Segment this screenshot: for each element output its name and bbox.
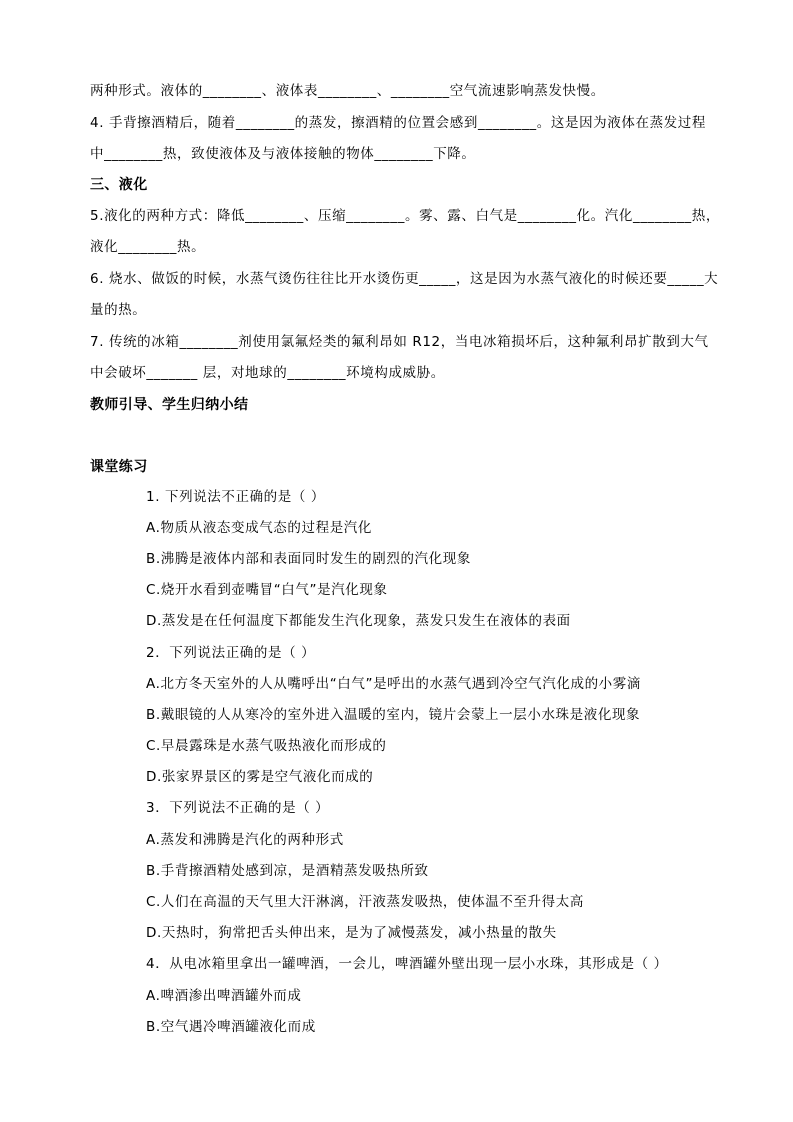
practice-question-3-option-d: D.天热时，狗常把舌头伸出来，是为了减慢蒸发，减小热量的散失 [146, 925, 557, 941]
question-6-line-1: 6. 烧水、做饭的时候，水蒸气烫伤往往比开水烫伤更_____，这是因为水蒸气液化的时候还要_____大 [90, 271, 719, 287]
practice-heading: 课堂练习 [90, 459, 148, 475]
question-5-line-2: 液化________热。 [90, 239, 206, 255]
practice-question-1-option-a: A.物质从液态变成气态的过程是汽化 [146, 520, 372, 536]
practice-question-1-option-c: C.烧开水看到壶嘴冒“白气”是汽化现象 [146, 582, 388, 598]
practice-question-3-option-c: C.人们在高温的天气里大汗淋漓，汗液蒸发吸热，使体温不至升得太高 [146, 894, 584, 910]
practice-question-3-stem: 3．下列说法不正确的是（ ） [146, 800, 330, 816]
practice-question-2-stem: 2．下列说法正确的是（ ） [146, 645, 316, 661]
practice-question-4-option-a: A.啤酒渗出啤酒罐外而成 [146, 988, 302, 1004]
question-7-line-1: 7. 传统的冰箱________剂使用氯氟烃类的氟利昂如 R12，当电冰箱损坏后，这种氟利昂扩散到大气 [90, 334, 709, 350]
question-4-line-2: 中________热，致使液体及与液体接触的物体________下降。 [90, 146, 476, 162]
practice-question-2-option-b: B.戴眼镜的人从寒冷的室外进入温暖的室内，镜片会蒙上一层小水珠是液化现象 [146, 707, 641, 723]
practice-question-2-option-c: C.早晨露珠是水蒸气吸热液化而形成的 [146, 738, 387, 754]
practice-question-2-option-d: D.张家界景区的雾是空气液化而成的 [146, 769, 374, 785]
question-7-line-2: 中会破坏_______ 层，对地球的________环境构成威胁。 [90, 365, 445, 381]
practice-question-4-option-b: B.空气遇冷啤酒罐液化而成 [146, 1019, 316, 1035]
practice-question-4-stem: 4．从电冰箱里拿出一罐啤酒，一会儿，啤酒罐外壁出现一层小水珠，其形成是（ ） [146, 956, 668, 972]
section-heading-liquefaction: 三、液化 [90, 177, 148, 193]
practice-question-2-option-a: A.北方冬天室外的人从嘴呼出“白气”是呼出的水蒸气遇到冷空气汽化成的小雾滴 [146, 676, 641, 692]
question-6-line-2: 量的热。 [90, 302, 147, 318]
practice-question-3-option-a: A.蒸发和沸腾是汽化的两种形式 [146, 832, 344, 848]
practice-question-1-option-d: D.蒸发是在任何温度下都能发生汽化现象，蒸发只发生在液体的表面 [146, 613, 571, 629]
summary-heading: 教师引导、学生归纳小结 [90, 397, 249, 413]
question-4-line-1: 4. 手背擦酒精后，随着________的蒸发，擦酒精的位置会感到________。这是因为液体在蒸发过程 [90, 115, 706, 131]
practice-question-3-option-b: B.手背擦酒精处感到凉，是酒精蒸发吸热所致 [146, 863, 429, 879]
practice-question-1-option-b: B.沸腾是液体内部和表面同时发生的剧烈的汽化现象 [146, 551, 471, 567]
evaporation-factors-line: 两种形式。液体的________、液体表________、________空气流速影响蒸发快慢。 [90, 83, 605, 99]
practice-question-1-stem: 1. 下列说法不正确的是（ ） [146, 489, 325, 505]
question-5-line-1: 5.液化的两种方式：降低________、压缩________。雾、露、白气是________化。汽化________热， [90, 208, 720, 224]
